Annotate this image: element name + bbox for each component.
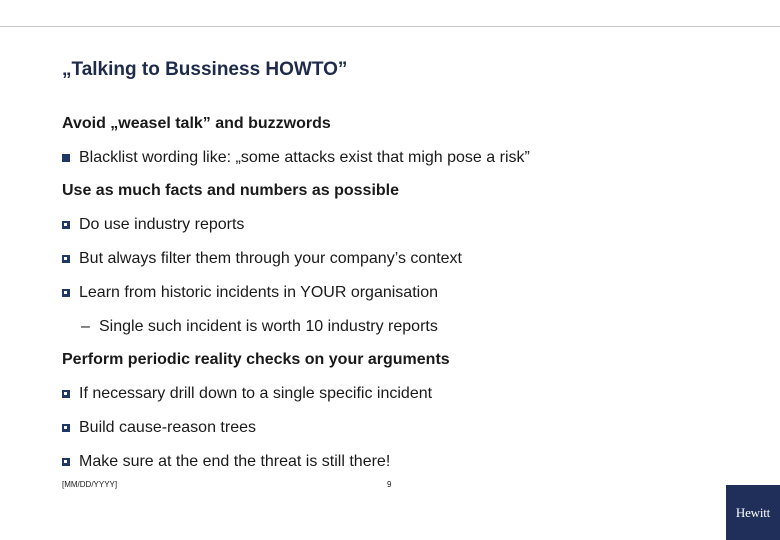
dash-bullet-icon: – (81, 318, 90, 335)
section-heading: Use as much facts and numbers as possible (62, 182, 400, 199)
section-buzzwords (62, 114, 762, 168)
bullet-text: Make sure at the end the threat is still there! (79, 453, 391, 470)
bullet-item (62, 249, 762, 269)
bullet-item (62, 452, 762, 472)
hewitt-logo: Hewitt (726, 485, 780, 540)
bullet-item (62, 148, 762, 168)
bullet-item (62, 283, 762, 303)
box-bullet-icon (62, 221, 70, 229)
bullet-text: But always filter them through your company’s context (79, 250, 462, 267)
bullet-text: Do use industry reports (79, 216, 245, 233)
section-reality-checks (62, 350, 762, 472)
bullet-text: Learn from historic incidents in YOUR organisation (79, 284, 438, 301)
bullet-text: Build cause-reason trees (79, 419, 256, 436)
section-heading: Avoid „weasel talk” and buzzwords (62, 115, 331, 132)
box-bullet-icon (62, 390, 70, 398)
box-bullet-icon (62, 289, 70, 297)
bullet-text: If necessary drill down to a single specific incident (79, 385, 433, 402)
section-heading: Perform periodic reality checks on your arguments (62, 351, 450, 368)
slide-title: „Talking to Bussiness HOWTO” (62, 59, 348, 80)
sub-bullet-text: Single such incident is worth 10 industry reports (99, 318, 438, 335)
bullet-item (62, 215, 762, 235)
page-number: 9 (387, 480, 392, 489)
bullet-item (62, 384, 762, 404)
box-bullet-icon (62, 424, 70, 432)
box-bullet-icon (62, 458, 70, 466)
bullet-text: Blacklist wording like: „some attacks exist that migh pose a risk” (79, 149, 530, 166)
square-bullet-icon (62, 154, 70, 162)
bullet-item (62, 418, 762, 438)
footer-date: [MM/DD/YYYY] (62, 480, 118, 489)
top-rule (0, 26, 780, 27)
slide-body (62, 114, 762, 472)
box-bullet-icon (62, 255, 70, 263)
sub-bullet-item (62, 317, 762, 337)
section-facts (62, 181, 762, 337)
